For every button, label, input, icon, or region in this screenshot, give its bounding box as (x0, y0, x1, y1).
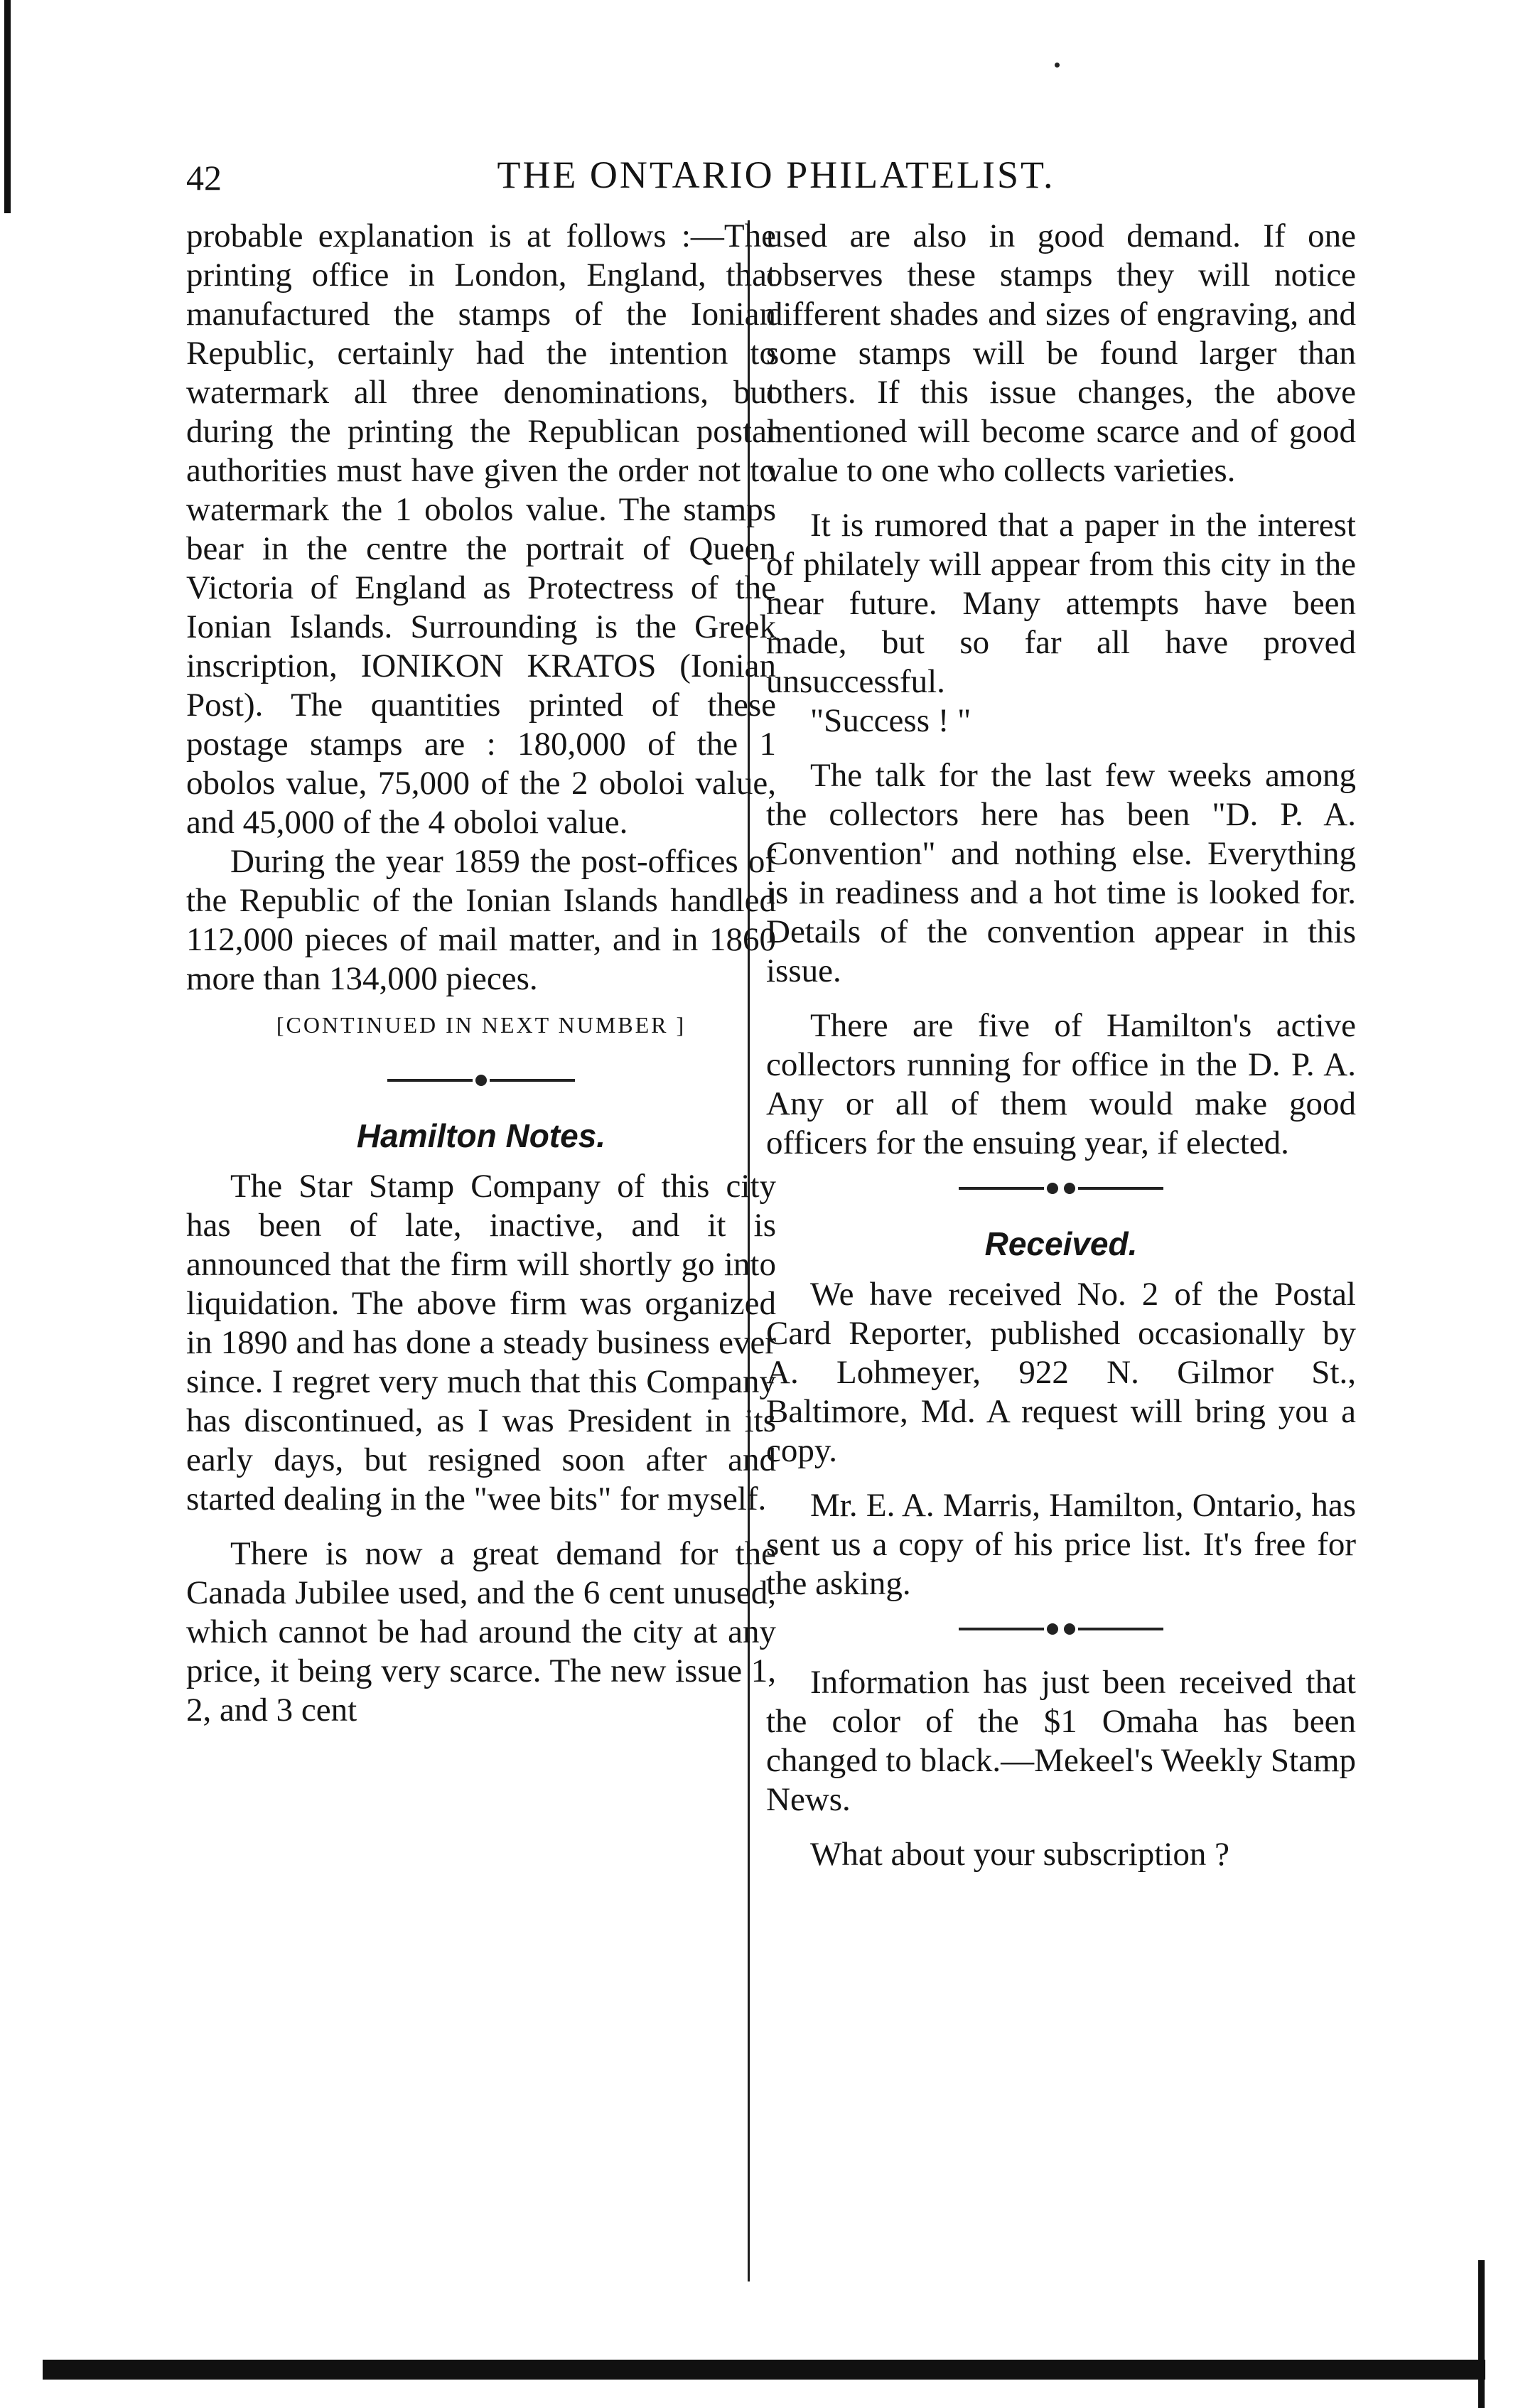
postal-card-paragraph: We have received No. 2 of the Postal Card Reporter, published occasionally by A. Lohmeyer, 922 N. Gilmor St., Baltimore, Md. A request will bring you a copy. (766, 1276, 1356, 1469)
bottom-border-rule (43, 2360, 1485, 2380)
subscription-line: What about your subscription ? (810, 1836, 1229, 1873)
hamilton-notes-heading: Hamilton Notes. (356, 1117, 606, 1154)
ornament-dot (1064, 1183, 1075, 1194)
ornament-dot (475, 1075, 487, 1086)
article-continuation-paragraph: probable explanation is at follows :—The printing office in London, England, that manufactured the stamps of the Ionian Republic, certainly had the intention to watermark all three denominations, but during the printing the Republican postal authorities must have given the order not to watermark the 1 obolos value. The stamps bear in the centre the portrait of Queen Victoria of England as Protectress of the Ionian Islands. Surrounding is the Greek inscription, IONIKON KRATOS (Ionian Post). The quantities printed of these postage stamps are : 180,000 of the 1 obolos value, 75,000 of the 2 oboloi value, and 45,000 of the 4 oboloi value. (186, 217, 776, 841)
scan-edge-mark (4, 0, 11, 213)
scan-edge-mark-right (1478, 2260, 1485, 2408)
ornament-dot (1064, 1623, 1075, 1635)
rumor-paragraph: It is rumored that a paper in the interest of philately will appear from this city in the near future. Many attempts have been made, but so far all have proved unsuccessful. (766, 507, 1356, 700)
scan-speck (1055, 63, 1060, 68)
marris-paragraph: Mr. E. A. Marris, Hamilton, Ontario, has sent us a copy of his price list. It's free for the asking. (766, 1487, 1356, 1602)
ornament-line (959, 1628, 1044, 1630)
section-ornament (766, 1608, 1356, 1650)
page-number: 42 (186, 158, 222, 198)
right-column (766, 217, 1356, 1874)
ornament-dot (1047, 1183, 1058, 1194)
ornament-line (490, 1079, 575, 1082)
ornament-line (1078, 1187, 1163, 1190)
ornament-line (387, 1079, 473, 1082)
used-stamps-paragraph: used are also in good demand. If one observes these stamps they will notice different shades and sizes of engraving, and some stamps will be found larger than others. If this issue changes, the above mentioned will become scarce and of good value to one who collects varieties. (766, 217, 1356, 489)
post-office-paragraph: During the year 1859 the post-offices of the Republic of the Ionian Islands handled 112,000 pieces of mail matter, and in 1860 more than 134,000 pieces. (186, 843, 776, 997)
jubilee-paragraph: There is now a great demand for the Canada Jubilee used, and the 6 cent unused, which cannot be had around the city at any price, it being very scarce. The new issue 1, 2, and 3 cent (186, 1535, 776, 1729)
running-head (186, 153, 1366, 210)
success-quote: "Success ! " (810, 702, 971, 739)
continued-note: [CONTINUED IN NEXT NUMBER ] (276, 1012, 687, 1038)
omaha-paragraph: Information has just been received that the color of the $1 Omaha has been changed to black.—Mekeel's Weekly Stamp News. (766, 1664, 1357, 1818)
ornament-dot (1047, 1623, 1058, 1635)
left-column (186, 217, 776, 1730)
publication-title: THE ONTARIO PHILATELIST. (497, 154, 1055, 196)
ornament-line (959, 1187, 1044, 1190)
star-stamp-paragraph: The Star Stamp Company of this city has been of late, inactive, and it is announced that the firm will shortly go into liquidation. The above firm was organized in 1890 and has done a steady business ever since. I regret very much that this Company has discontinued, as I was President in its early days, but resigned soon after and started dealing in the "wee bits" for myself. (186, 1168, 776, 1517)
candidates-paragraph: There are five of Hamilton's active collectors running for office in the D. P. A. Any or all of them would make good officers for the ensuing year, if elected. (766, 1007, 1356, 1161)
section-ornament (186, 1059, 776, 1102)
received-heading: Received. (984, 1225, 1138, 1262)
section-ornament (766, 1167, 1356, 1210)
ornament-line (1078, 1628, 1163, 1630)
convention-paragraph: The talk for the last few weeks among the collectors here has been "D. P. A. Convention" and nothing else. Everything is in readiness and a hot time is looked for. Details of the convention appear in this issue. (766, 757, 1356, 989)
